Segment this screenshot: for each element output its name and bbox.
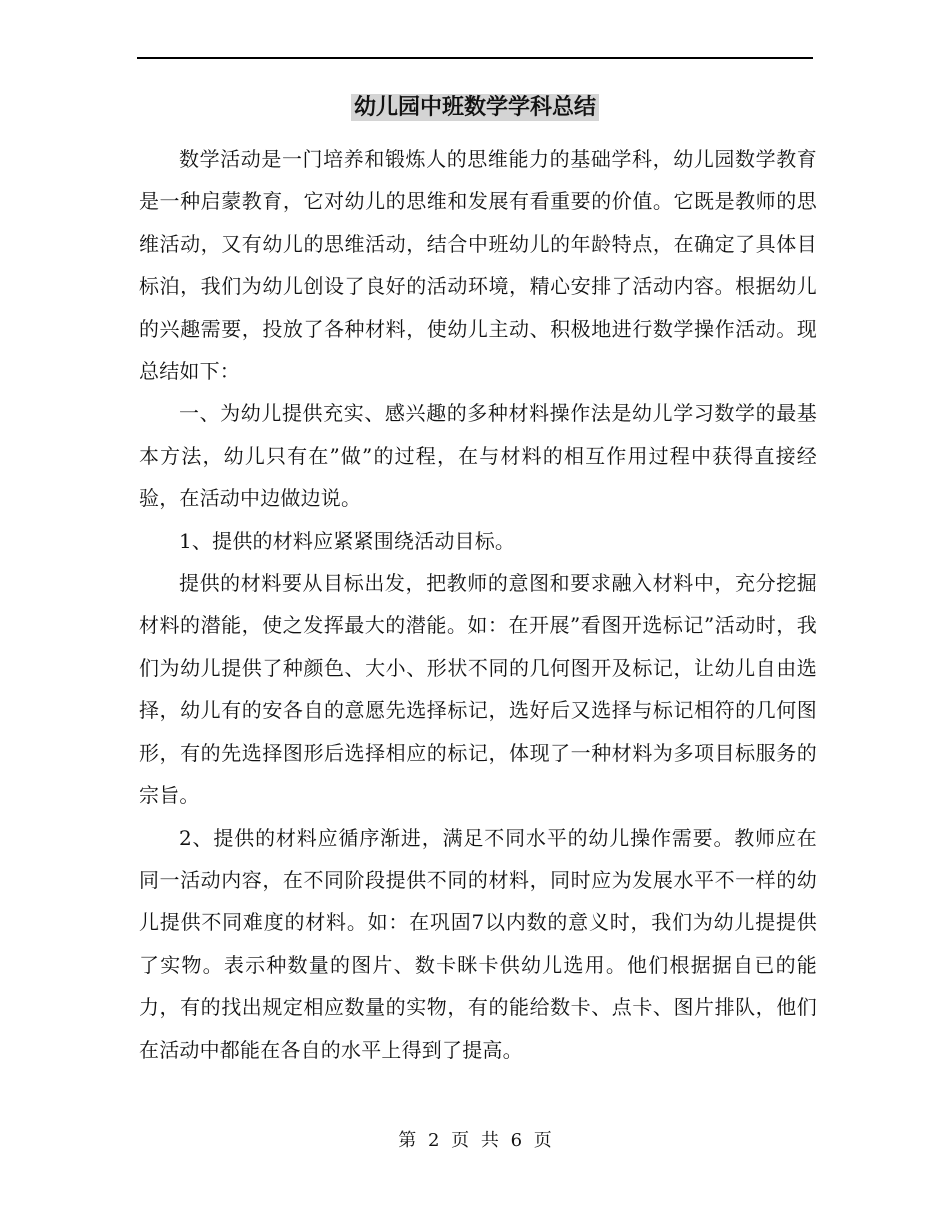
document-title-text: 幼儿园中班数学学科总结: [351, 94, 599, 121]
paragraph-section-one: 一、为幼儿提供充实、感兴趣的多种材料操作法是幼儿学习数学的最基本方法，幼儿只有在”做”的过程，在与材料的相互作用过程中获得直接经验，在活动中边做边说。: [139, 401, 817, 511]
document-title: [0, 92, 950, 124]
document-body: [139, 138, 817, 1071]
paragraph-point-two: 2、提供的材料应循序渐进，满足不同水平的幼儿操作需要。教师应在同一活动内容，在不同阶段提供不同的材料，同时应为发展水平不一样的幼儿提供不同难度的材料。如：在巩固7以内数的意义时，我们为幼儿提提供了实物。表示种数量的图片、数卡眯卡供幼儿选用。他们根据据自已的能力，有的找出规定相应数量的实物，有的能给数卡、点卡、图片排队，他们在活动中都能在各自的水平上得到了提高。: [139, 825, 817, 1062]
paragraph-intro: 数学活动是一门培养和锻炼人的思维能力的基础学科，幼儿园数学教育是一种启蒙教育，它对幼儿的思维和发展有看重要的价值。它既是教师的思维活动，又有幼儿的思维活动，结合中班幼儿的年龄特点，在确定了具体目标泊，我们为幼儿创设了良好的活动环境，精心安排了活动内容。根据幼儿的兴趣需要，投放了各种材料，使幼儿主动、积极地进行数学操作活动。现总结如下：: [139, 147, 817, 384]
page-number-footer: 第 2 页 共 6 页: [398, 1130, 552, 1151]
paragraph-point-one-body: 提供的材料要从目标出发，把教师的意图和要求融入材料中，充分挖掘材料的潜能，使之发挥最大的潜能。如：在开展”看图开选标记”活动时，我们为幼儿提供了种颜色、大小、形状不同的几何图开及标记，让幼儿自由选择，幼儿有的安各自的意愿先选择标记，选好后又选择与标记相符的几何图形，有的先选择图形后选择相应的标记，体现了一种材料为多项目标服务的宗旨。: [139, 571, 817, 808]
paragraph-point-one-heading: 1、提供的材料应紧紧围绕活动目标。: [179, 528, 516, 553]
header-rule: [137, 57, 813, 59]
